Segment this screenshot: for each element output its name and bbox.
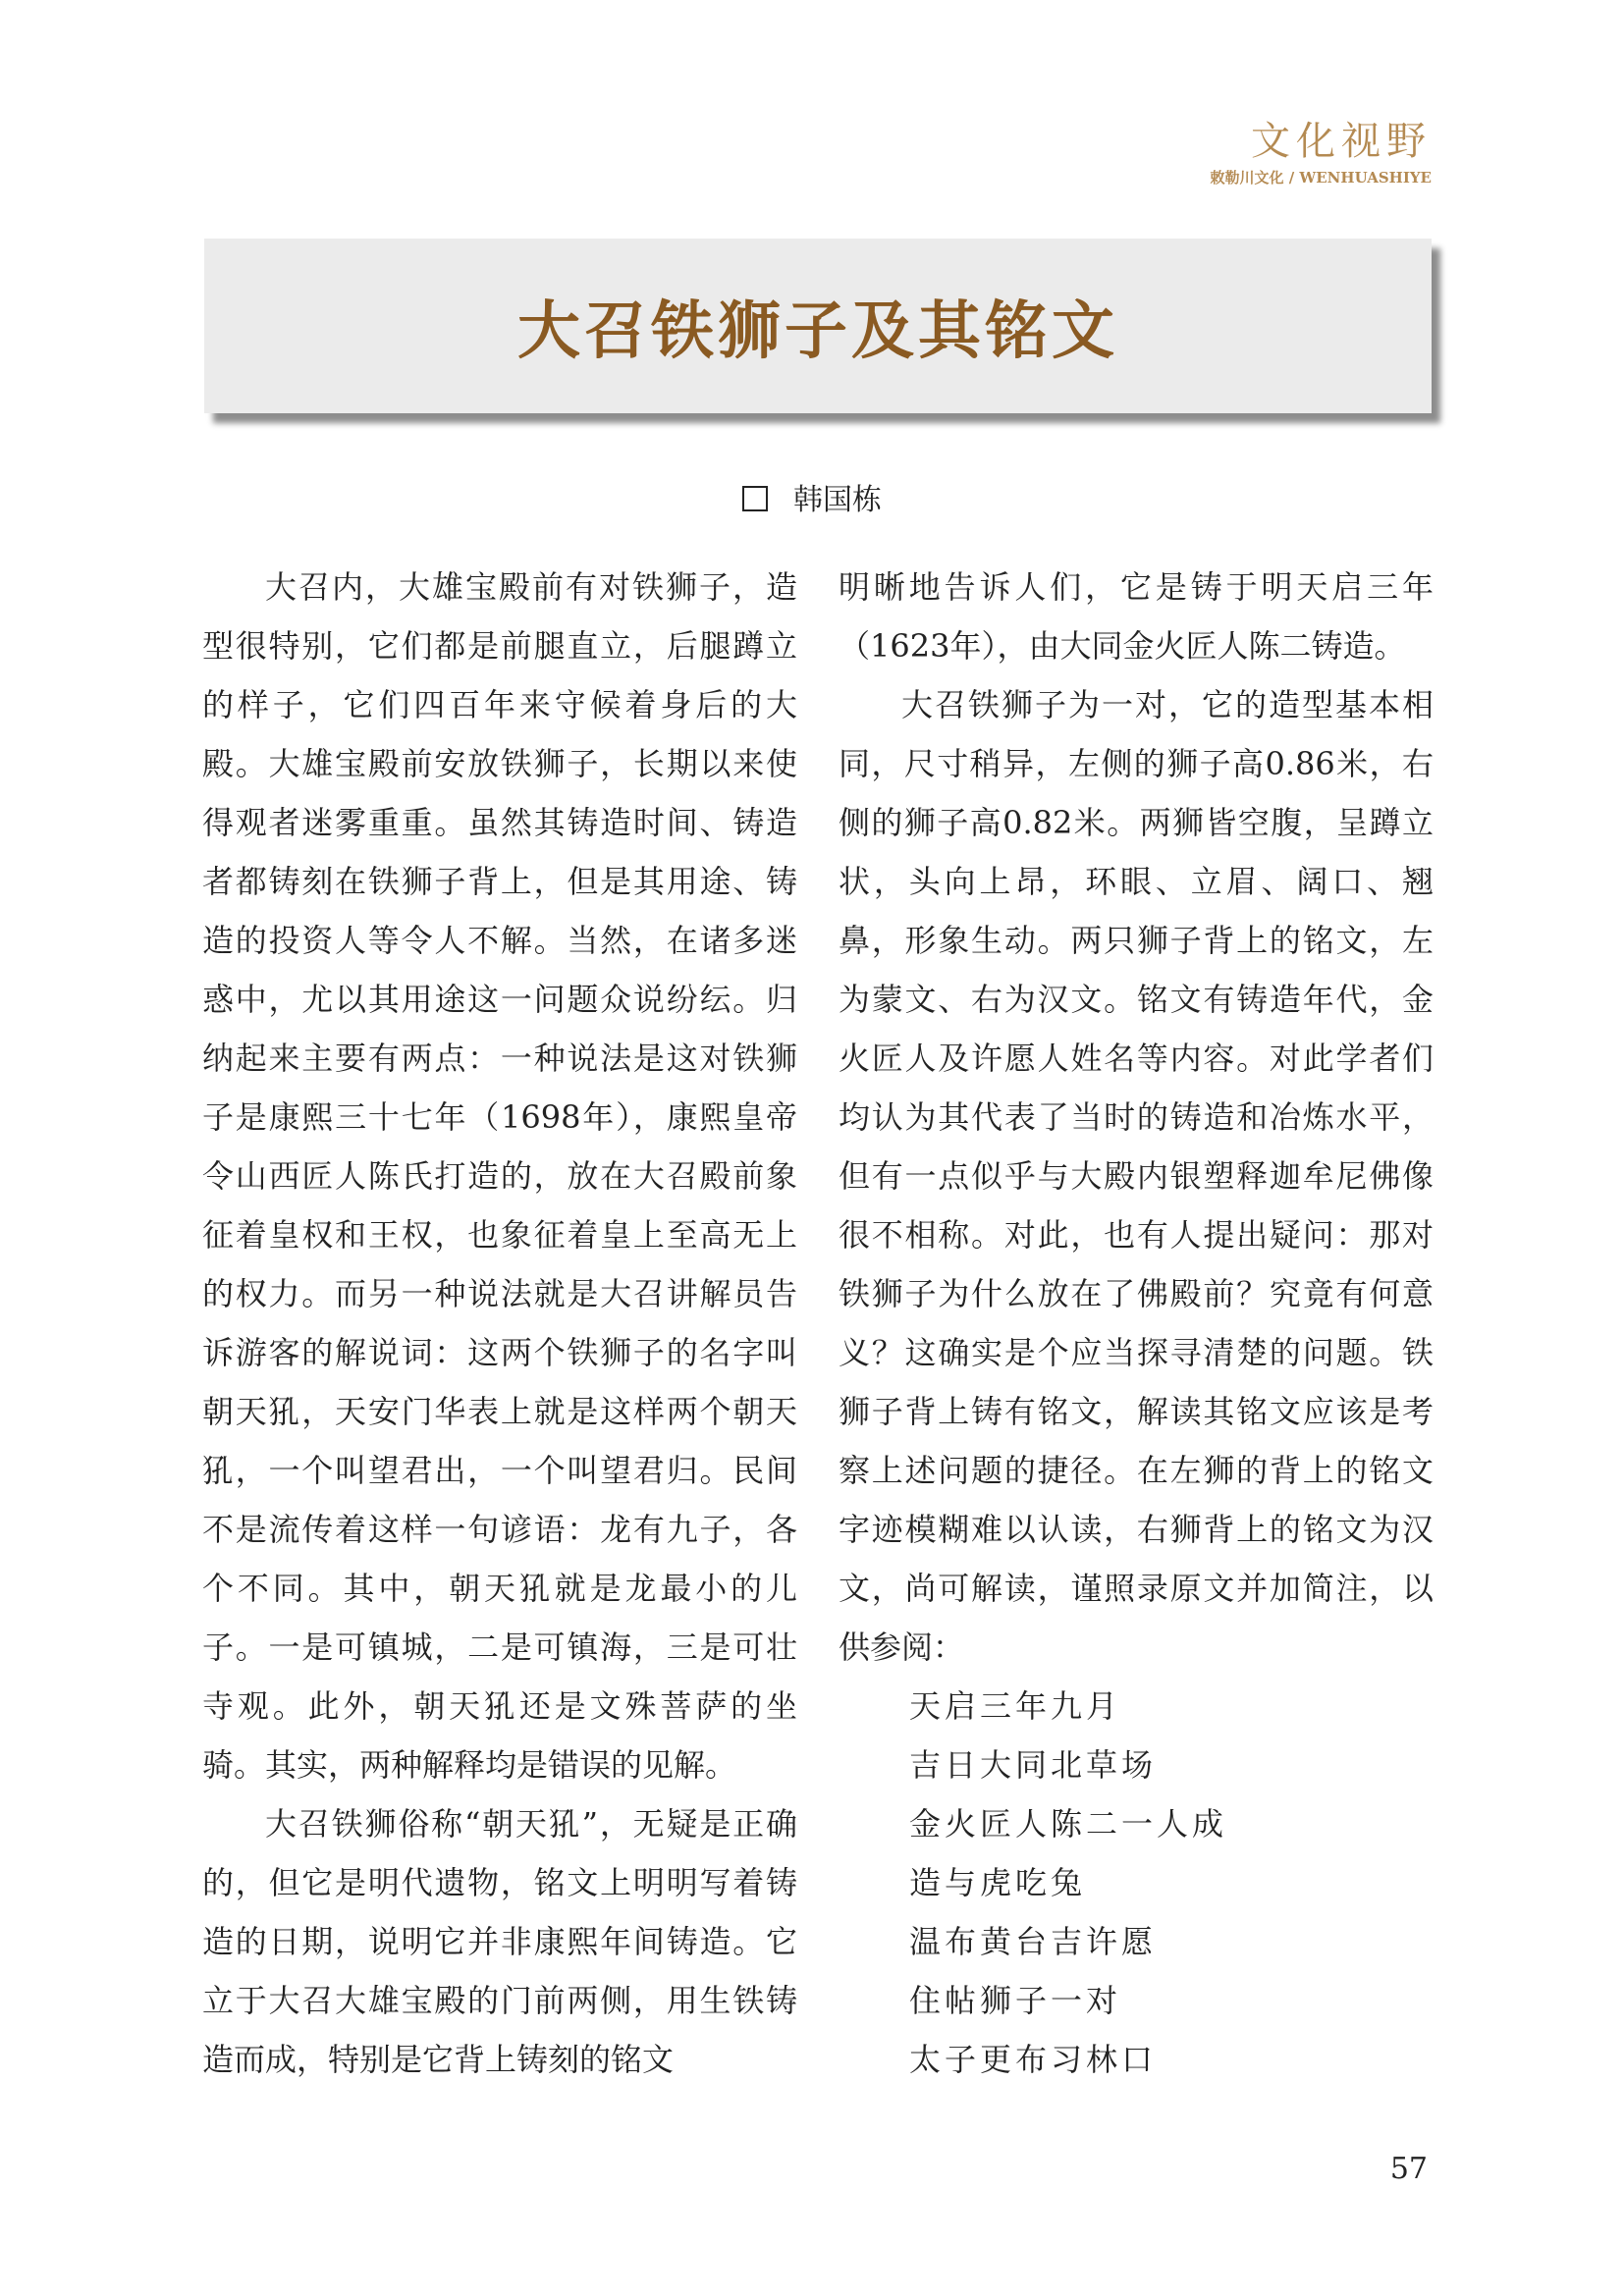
inscription-line: 吉日大同北草场 [909, 1746, 1158, 1784]
inscription-line: 天启三年九月 [909, 1687, 1122, 1725]
paragraph: 大召铁狮子为一对，它的造型基本相同，尺寸稍异，左侧的狮子高0.86米，右侧的狮子高0.82米。两狮皆空腹，呈蹲立状，头向上昂，环眼、立眉、阔口、翘鼻，形象生动。两只狮子背上的铭文，左为蒙文、右为汉文。铭文有铸造年代，金火匠人及许愿人姓名等内容。对此学者们均认为其代表了当时的铸造和冶炼水平，但有一点似乎与大殿内银塑释迦牟尼佛像很不相称。对此，也有人提出疑问：那对铁狮子为什么放在了佛殿前？究竟有何意义？这确实是个应当探寻清楚的问题。铁狮子背上铸有铭文，解读其铭文应该是考察上述问题的捷径。在左狮的背上的铭文字迹模糊难以认读，右狮背上的铭文为汉文，尚可解读，谨照录原文并加简注，以供参阅： [839, 686, 1434, 1666]
author-name: 韩国栋 [793, 483, 882, 517]
paragraph-continuation: 明晰地告诉人们，它是铸于明天启三年（1623年），由大同金火匠人陈二铸造。 [839, 568, 1434, 665]
article-title: 大召铁狮子及其铭文 [517, 295, 1118, 368]
inscription-line: 温布黄台吉许愿 [909, 1923, 1158, 1960]
inscription-line: 太子更布习林口 [909, 2041, 1158, 2078]
right-column [839, 558, 1434, 2089]
left-column [202, 558, 797, 2089]
author-line [0, 475, 1624, 518]
paragraph: 大召铁狮俗称“朝天犼”，无疑是正确的，但它是明代遗物，铭文上明明写着铸造的日期，说明它并非康熙年间铸造。它立于大召大雄宝殿的门前两侧，用生铁铸造而成，特别是它背上铸刻的铭文 [202, 1805, 797, 2078]
paragraph: 大召内，大雄宝殿前有对铁狮子，造型很特别，它们都是前腿直立，后腿蹲立的样子，它们四百年来守候着身后的大殿。大雄宝殿前安放铁狮子，长期以来使得观者迷雾重重。虽然其铸造时间、铸造者都铸刻在铁狮子背上，但是其用途、铸造的投资人等令人不解。当然，在诸多迷惑中，尤以其用途这一问题众说纷纭。归纳起来主要有两点：一种说法是这对铁狮子是康熙三十七年（1698年），康熙皇帝令山西匠人陈氏打造的，放在大召殿前象征着皇权和王权，也象征着皇上至高无上的权力。而另一种说法就是大召讲解员告诉游客的解说词：这两个铁狮子的名字叫朝天犼，天安门华表上就是这样两个朝天犼，一个叫望君出，一个叫望君归。民间不是流传着这样一句谚语：龙有九子，各个不同。其中，朝天犼就是龙最小的儿子。一是可镇城，二是可镇海，三是可壮寺观。此外，朝天犼还是文殊菩萨的坐骑。其实，两种解释均是错误的见解。 [202, 568, 797, 1784]
inscription-line: 住帖狮子一对 [909, 1982, 1122, 2019]
title-banner [204, 239, 1432, 413]
inscription-line: 造与虎吃兔 [909, 1864, 1087, 1901]
square-bullet-icon [742, 486, 768, 511]
section-title: 文化视野 [1251, 119, 1432, 164]
page-number: 57 [1389, 2152, 1428, 2186]
section-subtitle: 敕勒川文化 / WENHUASHIYE [1210, 169, 1432, 187]
inscription-block [839, 1677, 1434, 2089]
inscription-line: 金火匠人陈二一人成 [909, 1805, 1228, 1842]
